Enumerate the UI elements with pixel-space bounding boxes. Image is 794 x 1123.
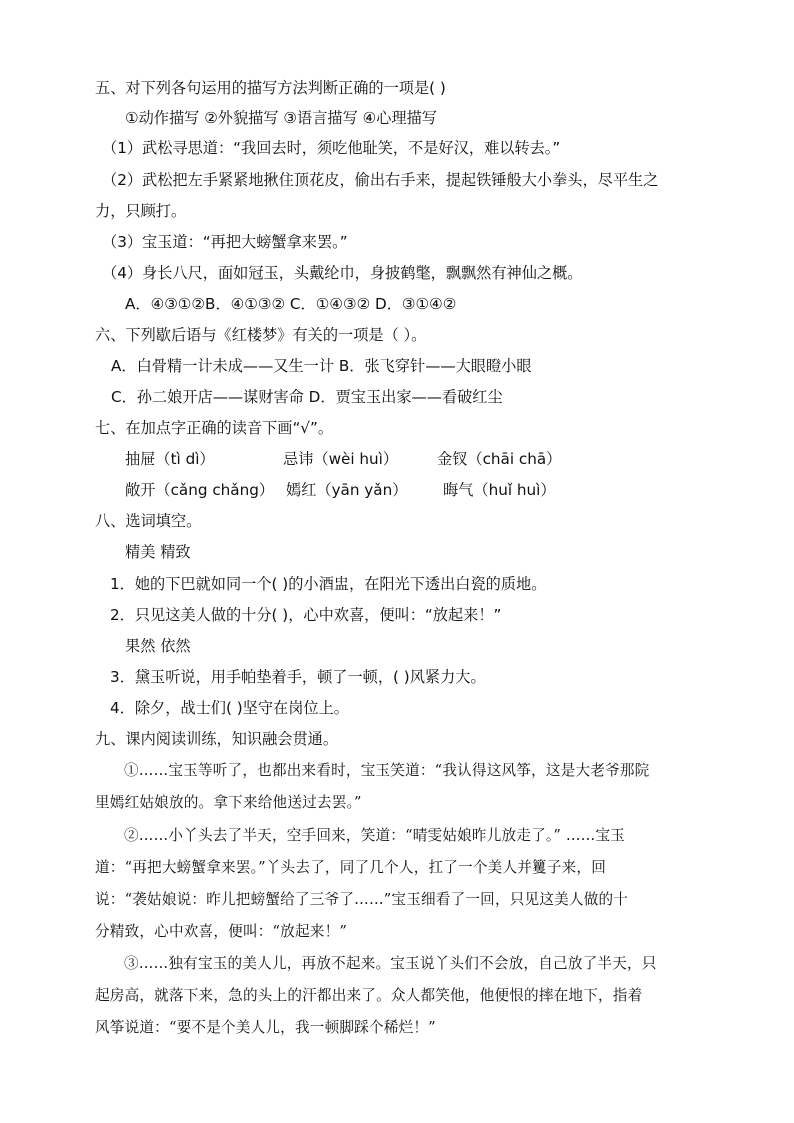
q7-word-6: 晦气（huǐ huì） [443,481,556,499]
passage-2-line-4: 分精致，心中欢喜，便叫：“放起来！” [95,923,348,940]
q8-item-3: 3．黛玉听说，用手帕垫着手，顿了一顿，( )风紧力大。 [110,668,486,686]
q7-word-5: 嫣红（yān yǎn） [286,481,408,499]
q5-title: 五、对下列各句运用的描写方法判断正确的一项是( ) [95,79,446,97]
q5-sentence-1: （1）武松寻思道：“我回去时，须吃他耻笑，不是好汉，难以转去。” [102,139,561,157]
q6-options-row-2: C．孙二娘开店——谋财害命 D．贾宝玉出家——看破红尘 [111,388,503,406]
passage-3-line-2: 起房高，就落下来，急的头上的汗都出来了。众人都笑他，他便恨的摔在地下，指着 [95,987,643,1004]
q5-options: A．④③①②B．④①③② C．①④③② D．③①④② [125,295,457,313]
q7-title: 七、在加点字正确的读音下画“√”。 [95,419,334,437]
q8-item-2: 2．只见这美人做的十分( )，心中欢喜，便叫：“放起来！” [110,606,502,624]
passage-2-line-3: 说：“袭姑娘说：昨儿把螃蟹给了三爷了……”宝玉细看了一回，只见这美人做的十 [95,891,629,908]
passage-2-line-2: 道：“再把大螃蟹拿来罢。”丫头去了，同了几个人，扛了一个美人并籰子来，回 [95,859,607,876]
q8-title: 八、选词填空。 [95,512,202,530]
q5-sentence-3: （3）宝玉道：“再把大螃蟹拿来罢。” [102,233,348,251]
q5-sentence-2a: （2）武松把左手紧紧地揪住顶花皮，偷出右手来，提起铁锤般大小拳头，尽平生之 [102,171,659,189]
q6-title: 六、下列歇后语与《红楼梦》有关的一项是（ ）。 [95,326,427,344]
q9-title: 九、课内阅读训练，知识融会贯通。 [95,730,338,748]
q7-word-2: 忌讳（wèi huì） [283,450,399,468]
q8-word-choices-1: 精美 精致 [125,543,191,561]
q7-word-4: 敞开（cǎng chǎng） [125,481,275,499]
passage-3-line-1: ③……独有宝玉的美人儿，再放不起来。宝玉说丫头们不会放，自己放了半天，只 [124,955,657,972]
passage-3-line-3: 风筝说道：“要不是个美人儿，我一顿脚踩个稀烂！” [95,1019,436,1036]
passage-2-line-1: ②……小丫头去了半天，空手回来，笑道：“晴雯姑娘昨儿放走了。” ……宝玉 [124,827,626,844]
q7-word-3: 金钗（chāi chā） [437,450,562,468]
passage-1-line-1: ①……宝玉等听了，也都出来看时，宝玉笑道：“我认得这风筝，这是大老爷那院 [124,762,650,779]
q5-sentence-2b: 力，只顾打。 [95,202,187,220]
q6-options-row-1: A．白骨精一计未成——又生一计 B．张飞穿针——大眼瞪小眼 [111,357,532,375]
q7-word-1: 抽屉（tì dì） [125,450,215,468]
q8-word-choices-2: 果然 依然 [125,637,191,655]
q5-methods: ①动作描写 ②外貌描写 ③语言描写 ④心理描写 [125,109,437,127]
passage-1-line-2: 里嫣红姑娘放的。拿下来给他送过去罢。” [95,794,362,811]
q5-sentence-4: （4）身长八尺，面如冠玉，头戴纶巾，身披鹤氅，飘飘然有神仙之概。 [102,264,583,282]
q8-item-1: 1．她的下巴就如同一个( )的小酒盅，在阳光下透出白瓷的质地。 [110,575,547,593]
q8-item-4: 4．除夕，战士们( )坚守在岗位上。 [110,699,349,717]
